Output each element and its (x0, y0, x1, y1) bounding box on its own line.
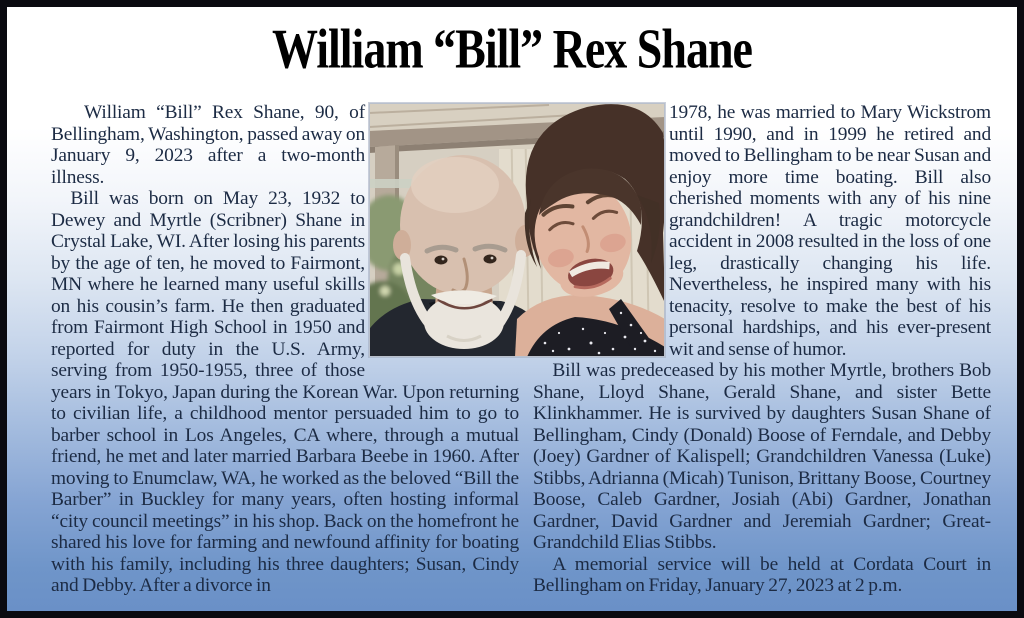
page-title (7, 15, 1017, 80)
obituary-paragraph: William “Bill” Rex Shane, 90, of Bellingham, Washington, passed away on January 9, 2023 after a two-month illness. (51, 102, 365, 188)
obituary-paragraph: Bill was born on May 23, 1932 to Dewey and Myrtle (Scribner) Shane in Crystal Lake, WI. After losing his parents by the age of ten, he moved to Fairmont, MN where he learned many useful skills on his cousin’s farm. He then graduated from Fairmont High School in 1950 and reported for duty in the U.S. Army, serving from 1950-1955, three of those years in Tokyo, Japan during the Korean War. Upon returning to civilian life, a childhood mentor persuaded him to go to barber school in Los Angeles, CA where, through a mutual friend, he met and later married Barbara Beebe in 1960. After moving to Enumclaw, WA, he worked as the beloved “Bill the Barber” in Buckley for many years, often hosting informal “city council meetings” in his shop. Back on the homefront he shared his love for farming and newfound affinity for boating with his family, including his three daughters; Susan, Cindy and Debby. After a divorce in (51, 188, 519, 596)
obituary-paragraph: 1978, he was married to Mary Wickstrom until 1990, and in 1999 he retired and moved to Bellingham to be near Susan and enjoy more time boating. Bill also cherished moments with any of his nine grandchildren! A tragic motorcycle accident in 2008 resulted in the loss of one leg, drastically changing his life. Nevertheless, he inspired many with his tenacity, resolve to make the best of his personal hardships, and his ever-present wit and sense of humor. (669, 102, 991, 360)
obituary-paragraph: A memorial service will be held at Cordata Court in Bellingham on Friday, January 27, 2023 at 2 p.m. (533, 553, 991, 596)
obituary-column-left (51, 102, 519, 599)
page-title-text: William “Bill” Rex Shane (272, 17, 752, 80)
obituary-column-right (533, 102, 991, 599)
photo-wrap-spacer-right-column (533, 102, 669, 352)
photo-wrap-spacer-left-column (365, 102, 519, 374)
obituary-paragraph: Bill was predeceased by his mother Myrtle, brothers Bob Shane, Lloyd Shane, Gerald Shane, and sister Bette Klinkhammer. He is survived by daughters Susan Shane of Bellingham, Cindy (Donald) Boose of Ferndale, and Debby (Joey) Gardner of Kalispell; Grandchildren Vanessa (Luke) Stibbs, Adrianna (Micah) Tunison, Brittany Boose, Courtney Boose, Caleb Gardner, Josiah (Abi) Gardner, Jonathan Gardner, David Gardner and Jeremiah Gardner; Great-Grandchild Elias Stibbs. (533, 360, 991, 553)
